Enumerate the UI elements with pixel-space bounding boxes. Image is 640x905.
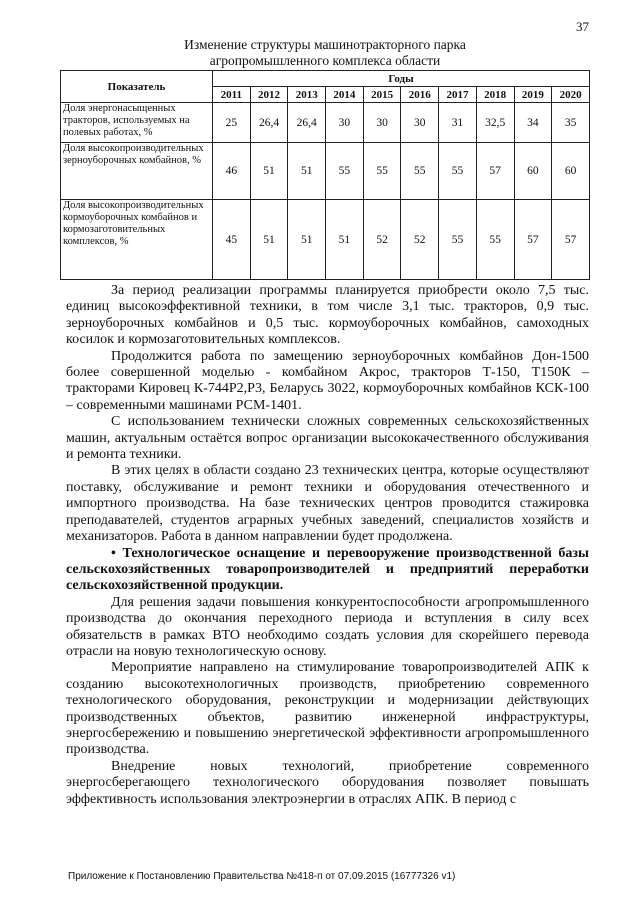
value-cell: 52 [401,200,439,280]
value-cell: 51 [288,143,326,200]
value-cell: 51 [288,200,326,280]
year-cell: 2019 [514,87,552,103]
value-cell: 30 [363,103,401,143]
machinery-table [60,70,590,280]
value-cell: 51 [250,143,288,200]
value-cell: 55 [439,200,477,280]
paragraph: Внедрение новых технологий, приобретение современного энергосберегающего технологического оборудования позволяет повышать эффективность использования электроэнергии в отраслях АПК. В период с [66,758,589,807]
year-cell: 2015 [363,87,401,103]
value-cell: 60 [552,143,590,200]
value-cell: 31 [439,103,477,143]
footer-note: Приложение к Постановлению Правительства №418-п от 07.09.2015 (16777326 v1) [68,871,456,882]
year-cell: 2016 [401,87,439,103]
year-cell: 2018 [476,87,514,103]
table-row [61,143,590,200]
table-row [61,200,590,280]
year-cell: 2013 [288,87,326,103]
value-cell: 55 [326,143,364,200]
value-cell: 55 [363,143,401,200]
year-cell: 2011 [213,87,251,103]
table-title-line2: агропромышленного комплекса области [209,53,441,68]
value-cell: 32,5 [476,103,514,143]
value-cell: 46 [213,143,251,200]
paragraph: За период реализации программы планируется приобрести около 7,5 тыс. единиц высокоэффективной техники, в том числе 3,1 тыс. тракторов, 0,9 тыс. зерноуборочных комбайнов и 0,5 тыс. кормоуборочных комбайнов, самоходных косилок и кормозаготовительных комплексов. [66,283,589,348]
value-cell: 34 [514,103,552,143]
value-cell: 51 [326,200,364,280]
row-label: Доля энергонасыщенных тракторов, используемых на полевых работах, % [61,103,213,143]
value-cell: 60 [514,143,552,200]
year-cell: 2014 [326,87,364,103]
row-label: Доля высокопроизводительных зерноуборочных комбайнов, % [61,143,213,200]
paragraph: Мероприятие направлено на стимулирование товаропроизводителей АПК к созданию высокотехнологичных производств, приобретению современного технологического оборудования, реконструкции и модернизации действующих производственных объектов, развитию инженерной инфраструктуры, энергосбережению и повышению энергетической эффективности агропромышленного производства. [66,660,589,758]
value-cell: 55 [439,143,477,200]
year-cell: 2012 [250,87,288,103]
paragraph: С использованием технически сложных современных сельскохозяйственных машин, актуальным остаётся вопрос организации высококачественного обслуживания и ремонта техники. [66,414,589,463]
body-text [66,283,589,808]
header-indicator: Показатель [61,71,213,103]
year-cell: 2020 [552,87,590,103]
paragraph: В этих целях в области создано 23 технических центра, которые осуществляют поставку, обслуживание и ремонт техники и оборудования отечественного и импортного производства. На базе технических центров проводится стажировка преподавателей, студентов аграрных учебных заведений, специалистов хозяйств и механизаторов. Работа в данном направлении будет продолжена. [66,463,589,545]
paragraph: Для решения задачи повышения конкурентоспособности агропромышленного производства до окончания переходного периода и вступления в силу всех обязательств в рамках ВТО необходимо создать условия для скорейшего перевода отрасли на новую технологическую основу. [66,594,589,659]
paragraph: Продолжится работа по замещению зерноуборочных комбайнов Дон-1500 более совершенной моделью - комбайном Акрос, тракторов Т-150, Т150К – тракторами Кировец К-744Р2,Р3, Беларусь 3022, кормоуборочных комбайнов КСК-100 – современными машинами РСМ-1401. [66,348,589,413]
value-cell: 26,4 [288,103,326,143]
value-cell: 25 [213,103,251,143]
table-row [61,103,590,143]
value-cell: 57 [552,200,590,280]
page-number: 37 [576,19,589,34]
table-title [60,37,590,69]
value-cell: 30 [326,103,364,143]
value-cell: 51 [250,200,288,280]
value-cell: 55 [476,200,514,280]
value-cell: 57 [476,143,514,200]
year-cell: 2017 [439,87,477,103]
value-cell: 52 [363,200,401,280]
value-cell: 55 [401,143,439,200]
value-cell: 45 [213,200,251,280]
section-heading: • Технологическое оснащение и перевооружение производственной базы сельскохозяйственных товаропроизводителей и предприятий переработки сельскохозяйственной продукции. [66,545,589,594]
header-years: Годы [213,71,590,87]
value-cell: 26,4 [250,103,288,143]
value-cell: 30 [401,103,439,143]
value-cell: 57 [514,200,552,280]
table-title-line1: Изменение структуры машинотракторного парка [184,37,466,52]
value-cell: 35 [552,103,590,143]
row-label: Доля высокопроизводительных кормоуборочных комбайнов и кормозаготовительных комплексов, % [61,200,213,280]
